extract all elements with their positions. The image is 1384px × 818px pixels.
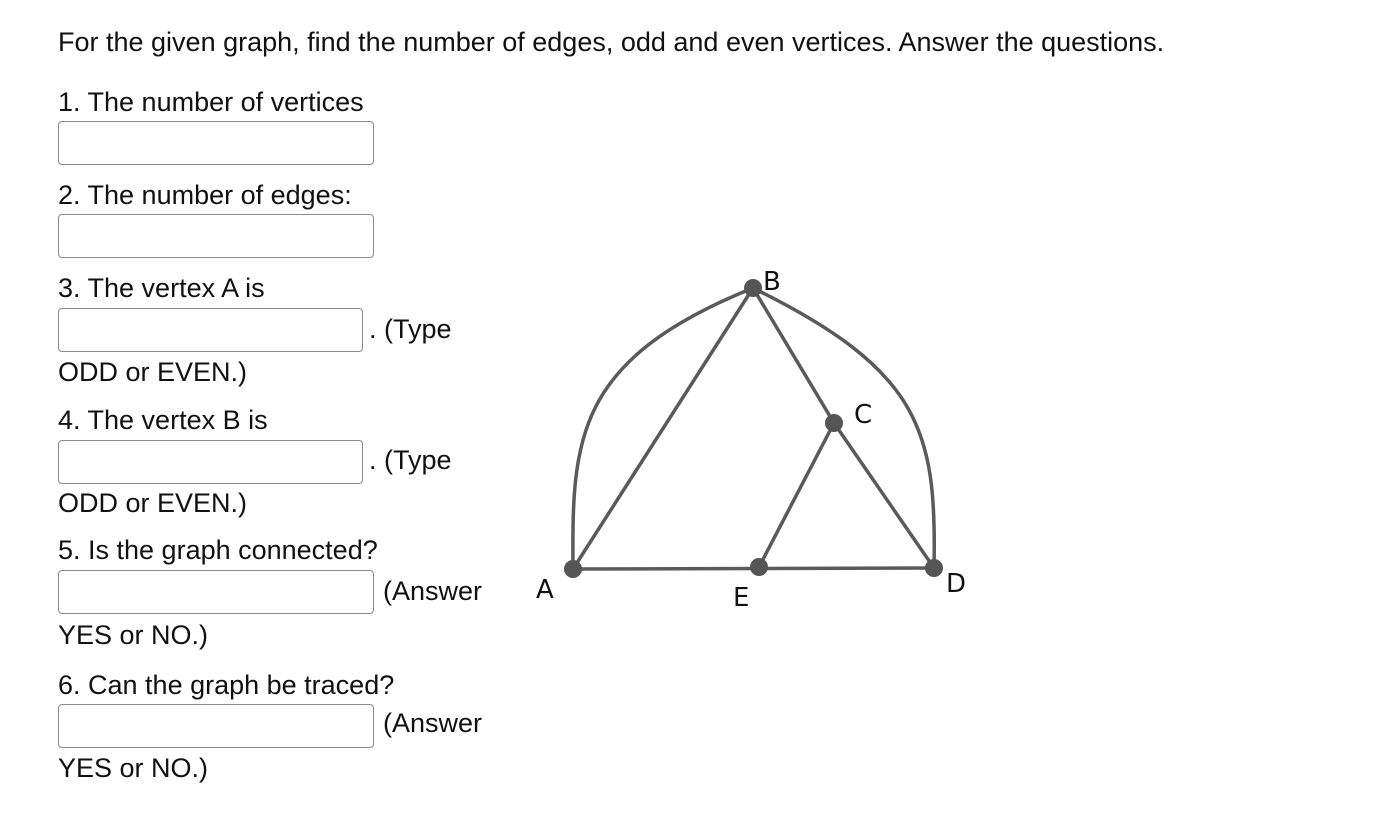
vertex-label-b: B (763, 267, 781, 297)
question-4-suffix: . (Type (369, 445, 452, 475)
vertex-e (750, 558, 768, 576)
question-1-label: 1. The number of vertices (58, 87, 364, 117)
question-6-label: 6. Can the graph be traced? (58, 670, 395, 700)
question-4-hint: ODD or EVEN.) (58, 488, 248, 518)
question-2-label: 2. The number of edges: (58, 180, 352, 210)
vertex-a (564, 560, 582, 578)
vertex-c (825, 414, 843, 432)
vertex-label-d: D (946, 569, 967, 599)
vertex-d (925, 559, 943, 577)
vertex-label-c: C (854, 400, 873, 430)
edge-a-b (573, 288, 753, 569)
question-6-suffix: (Answer (383, 708, 483, 738)
vertex-b (744, 279, 762, 297)
question-5-label: 5. Is the graph connected? (58, 535, 378, 565)
question-5-suffix: (Answer (383, 576, 483, 606)
vertex-label-a: A (536, 575, 554, 605)
question-4-label: 4. The vertex B is (58, 405, 268, 435)
question-3-hint: ODD or EVEN.) (58, 357, 248, 387)
vertex-label-e: E (733, 583, 750, 613)
instructions: For the given graph, find the number of edges, odd and even vertices. Answer the questions. (58, 27, 1165, 57)
question-3-suffix: . (Type (369, 314, 452, 344)
edge-c-e (759, 423, 834, 567)
question-3-label: 3. The vertex A is (58, 273, 265, 303)
edge-c-d (834, 423, 934, 568)
question-5-hint: YES or NO.) (58, 620, 209, 650)
question-6-hint: YES or NO.) (58, 753, 209, 783)
